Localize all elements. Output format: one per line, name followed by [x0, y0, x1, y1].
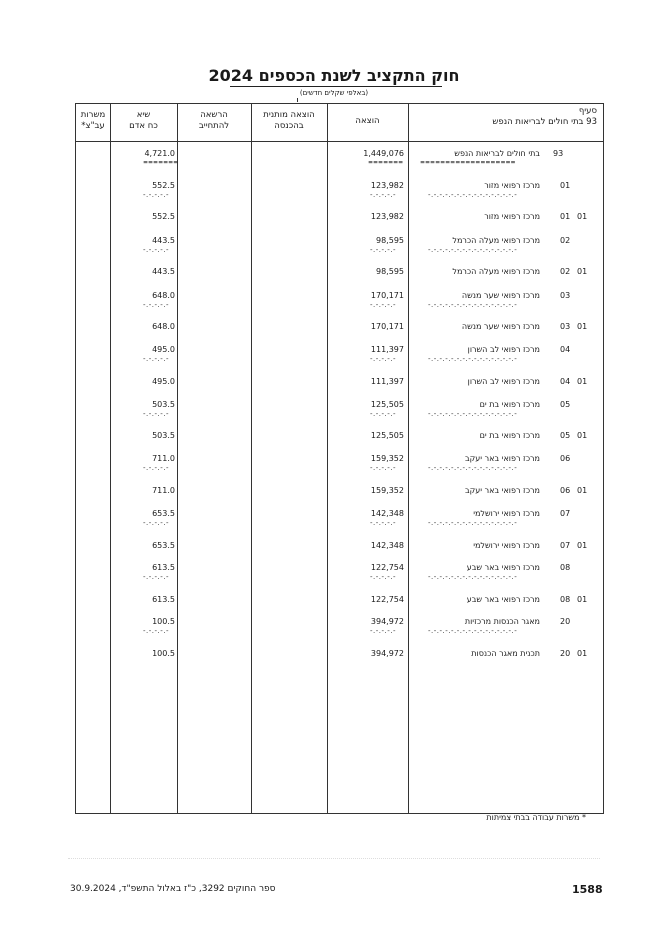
expense-value: 122,754: [370, 563, 404, 572]
peak-value: 443.5: [152, 267, 175, 276]
sub-item-code: 01: [577, 541, 588, 550]
name-separator: -.-.-.-.-.-.-.-.-.-.-.-.-.-.-.-: [428, 301, 518, 309]
item-code: 06: [560, 454, 571, 463]
peak-value: 4,721.0: [144, 149, 175, 158]
expense-value: 122,754: [370, 595, 404, 604]
item-code: 02: [560, 267, 571, 276]
expense-value: 170,171: [370, 322, 404, 331]
peak-value: 443.5: [152, 236, 175, 245]
sub-item-code: 01: [577, 486, 588, 495]
item-name: מרכז רפואי באר יעקב: [465, 486, 540, 495]
col-divider: [327, 104, 328, 813]
expense-value: 142,348: [370, 541, 404, 550]
sub-item-code: 01: [577, 431, 588, 440]
subtotal-separator: -.-.-.-.-: [370, 519, 397, 527]
subtotal-separator: -.-.-.-.-: [370, 246, 397, 254]
item-code: 20: [560, 649, 571, 658]
item-name: מרכז רפואי מעלה הכרמל: [452, 267, 540, 276]
item-code: 07: [560, 541, 571, 550]
expense-value: 98,595: [376, 267, 404, 276]
page-title: חוק התקציב לשנת הכספים 2024: [208, 66, 460, 85]
name-double-separator: ===================: [420, 159, 516, 166]
item-code: 03: [560, 322, 571, 331]
peak-value: 495.0: [152, 377, 175, 386]
footnote: * משרות עבודה בבתי צמיתות: [486, 813, 586, 822]
item-code: 20: [560, 617, 571, 626]
header-peak: שיא כח אדם: [129, 110, 158, 131]
item-name: מרכז רפואי מעלה הכרמל: [452, 236, 540, 245]
item-code: 93: [553, 149, 564, 158]
item-code: 04: [560, 345, 571, 354]
subtotal-separator: -.-.-.-.-: [143, 519, 170, 527]
item-name: מרכז רפואי מזור: [484, 181, 540, 190]
expense-value: 98,595: [376, 236, 404, 245]
subtotal-separator: -.-.-.-.-: [370, 191, 397, 199]
item-code: 05: [560, 431, 571, 440]
peak-value: 711.0: [152, 454, 175, 463]
page-number: 1588: [572, 883, 603, 896]
expense-value: 123,982: [370, 212, 404, 221]
item-name: תכנית מאגר הכנסות: [471, 649, 540, 658]
expense-value: 394,972: [370, 617, 404, 626]
sub-item-code: 01: [577, 649, 588, 658]
peak-value: 613.5: [152, 563, 175, 572]
peak-value: 552.5: [152, 212, 175, 221]
sub-item-code: 01: [577, 595, 588, 604]
expense-value: 1,449,076: [363, 149, 404, 158]
expense-value: 159,352: [370, 454, 404, 463]
item-name: מרכז רפואי באר יעקב: [465, 454, 540, 463]
item-name: מרכז רפואי שער מנשה: [461, 322, 540, 331]
item-code: 05: [560, 400, 571, 409]
item-name: בתי חולים לבריאות הנפש: [454, 149, 540, 158]
subtotal-separator: -.-.-.-.-: [370, 410, 397, 418]
name-separator: -.-.-.-.-.-.-.-.-.-.-.-.-.-.-.-: [428, 519, 518, 527]
item-name: מרכז רפואי באר שבע: [466, 595, 540, 604]
peak-value: 648.0: [152, 322, 175, 331]
header-section: סעיף 93 בתי חולים לבריאות הנפש: [492, 106, 597, 127]
subtotal-separator: -.-.-.-.-: [370, 464, 397, 472]
peak-value: 613.5: [152, 595, 175, 604]
total-separator: =======: [143, 159, 179, 166]
expense-value: 111,397: [370, 345, 404, 354]
total-separator: =======: [368, 159, 404, 166]
name-separator: -.-.-.-.-.-.-.-.-.-.-.-.-.-.-.-: [428, 464, 518, 472]
header-conditional: הוצאה מותנית בהכנסה: [263, 110, 315, 131]
item-name: מרכז רפואי ירושלמי: [473, 541, 540, 550]
header-expense: הוצאה: [355, 116, 380, 126]
expense-value: 142,348: [370, 509, 404, 518]
expense-value: 159,352: [370, 486, 404, 495]
item-code: 01: [560, 212, 571, 221]
name-separator: -.-.-.-.-.-.-.-.-.-.-.-.-.-.-.-: [428, 246, 518, 254]
col-divider: [177, 104, 178, 813]
header-commitment: הרשאה להתחייב: [198, 110, 230, 131]
peak-value: 495.0: [152, 345, 175, 354]
expense-value: 123,982: [370, 181, 404, 190]
item-name: מרכז רפואי בת ים: [479, 431, 540, 440]
subtitle-tick: [297, 98, 298, 102]
item-code: 08: [560, 563, 571, 572]
header-positions: משרות עב"צ*: [80, 110, 106, 131]
peak-value: 711.0: [152, 486, 175, 495]
item-code: 04: [560, 377, 571, 386]
subtotal-separator: -.-.-.-.-: [143, 246, 170, 254]
peak-value: 653.5: [152, 541, 175, 550]
item-name: מרכז רפואי מזור: [484, 212, 540, 221]
name-separator: -.-.-.-.-.-.-.-.-.-.-.-.-.-.-.-: [428, 191, 518, 199]
item-name: מאגר הכנסות מרכזיות: [464, 617, 540, 626]
col-divider: [110, 104, 111, 813]
item-code: 02: [560, 236, 571, 245]
item-name: מרכז רפואי בת ים: [479, 400, 540, 409]
peak-value: 503.5: [152, 400, 175, 409]
publication-line: ספר החוקים 3292, כ"ז באלול התשפ"ד, 30.9.2024: [70, 884, 276, 894]
subtotal-separator: -.-.-.-.-: [143, 410, 170, 418]
subtotal-separator: -.-.-.-.-: [143, 301, 170, 309]
name-separator: -.-.-.-.-.-.-.-.-.-.-.-.-.-.-.-: [428, 573, 518, 581]
name-separator: -.-.-.-.-.-.-.-.-.-.-.-.-.-.-.-: [428, 355, 518, 363]
item-name: מרכז רפואי לב השרון: [467, 377, 540, 386]
subtotal-separator: -.-.-.-.-: [370, 573, 397, 581]
subtotal-separator: -.-.-.-.-: [143, 464, 170, 472]
expense-value: 394,972: [370, 649, 404, 658]
peak-value: 503.5: [152, 431, 175, 440]
subtotal-separator: -.-.-.-.-: [143, 191, 170, 199]
subtotal-separator: -.-.-.-.-: [370, 627, 397, 635]
subtotal-separator: -.-.-.-.-: [143, 627, 170, 635]
peak-value: 653.5: [152, 509, 175, 518]
peak-value: 100.5: [152, 649, 175, 658]
expense-value: 125,505: [370, 400, 404, 409]
item-name: מרכז רפואי באר שבע: [466, 563, 540, 572]
item-name: מרכז רפואי ירושלמי: [473, 509, 540, 518]
item-code: 07: [560, 509, 571, 518]
item-code: 01: [560, 181, 571, 190]
col-divider: [251, 104, 252, 813]
expense-value: 125,505: [370, 431, 404, 440]
item-name: מרכז רפואי לב השרון: [467, 345, 540, 354]
subtotal-separator: -.-.-.-.-: [370, 355, 397, 363]
subtotal-separator: -.-.-.-.-: [143, 573, 170, 581]
peak-value: 552.5: [152, 181, 175, 190]
col-divider: [408, 104, 409, 813]
sub-item-code: 01: [577, 267, 588, 276]
sub-item-code: 01: [577, 377, 588, 386]
sub-item-code: 01: [577, 212, 588, 221]
sub-item-code: 01: [577, 322, 588, 331]
title-underline: [230, 86, 442, 87]
name-separator: -.-.-.-.-.-.-.-.-.-.-.-.-.-.-.-: [428, 627, 518, 635]
page-subtitle: (באלפי שקלים חדשים): [299, 89, 369, 97]
item-name: מרכז רפואי שער מנשה: [461, 291, 540, 300]
item-code: 08: [560, 595, 571, 604]
subtotal-separator: -.-.-.-.-: [370, 301, 397, 309]
peak-value: 100.5: [152, 617, 175, 626]
faint-rule: [68, 858, 600, 859]
peak-value: 648.0: [152, 291, 175, 300]
item-code: 06: [560, 486, 571, 495]
header-divider: [76, 141, 603, 142]
expense-value: 170,171: [370, 291, 404, 300]
name-separator: -.-.-.-.-.-.-.-.-.-.-.-.-.-.-.-: [428, 410, 518, 418]
expense-value: 111,397: [370, 377, 404, 386]
item-code: 03: [560, 291, 571, 300]
subtotal-separator: -.-.-.-.-: [143, 355, 170, 363]
